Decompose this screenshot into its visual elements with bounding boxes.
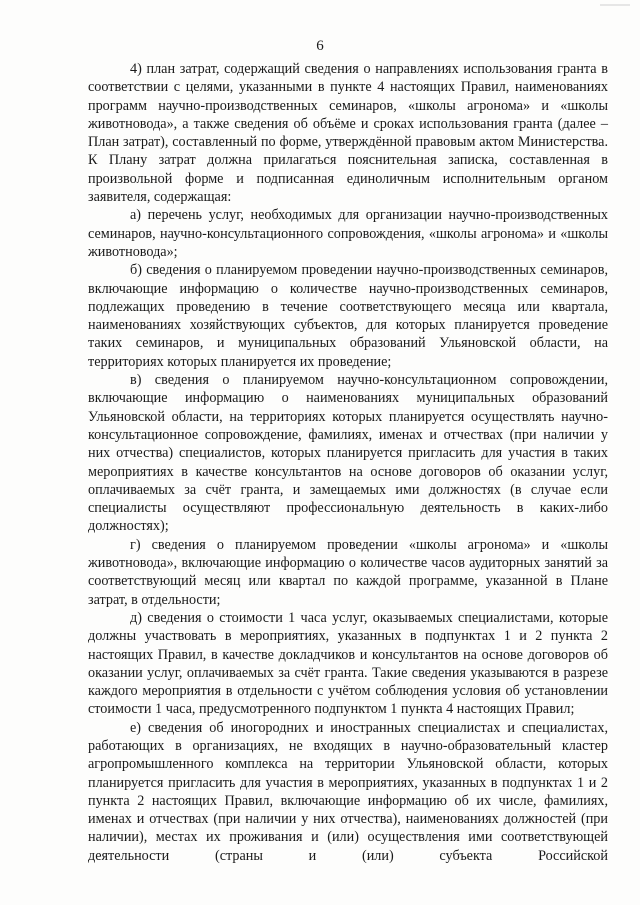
paragraph-item-v: в) сведения о планируемом научно-консультационном сопровождении, включающие информацию о наименованиях муниципальных образований Ульяновской области, на территориях которых планируется осуществлять научно-консультационное сопровождение, фамилиях, именах и отчествах (при наличии у них отчества) специалистов, которых планируется пригласить для участия в таких мероприятиях в качестве консультантов на основе договоров об оказании услуг, оплачиваемых за счёт гранта, и замещаемых ими должностях (в случае если специалисты осуществляют профессиональную деятельность в каких-либо должностях); [88, 372, 608, 535]
paragraph-item-d: д) сведения о стоимости 1 часа услуг, оказываемых специалистами, которые должны участвовать в мероприятиях, указанных в подпунктах 1 и 2 пункта 2 настоящих Правил, в качестве докладчиков и консультантов на основе договоров об оказании услуг, оплачиваемых за счёт гранта. Такие сведения указываются в разрезе каждого мероприятия в отдельности с учётом соблюдения условия об установлении стоимости 1 часа, предусмотренного подпунктом 1 пункта 4 настоящих Правил; [88, 609, 608, 718]
paragraph-item-e: е) сведения об иногородних и иностранных специалистах и специалистах, работающих в организациях, не входящих в научно-образовательный кластер агропромышленного комплекса на территории Ульяновской области, которых планируется пригласить для участия в мероприятиях, указанных в подпунктах 1 и 2 пункта 2 настоящих Правил, включающие информацию об их числе, фамилиях, именах и отчествах (при наличии у них отчества), наименованиях должностей (при наличии), местах их проживания и (или) осуществления ими соответствующей деятельности (страны и (или) субъекта Российской [88, 719, 608, 864]
page-number: 6 [316, 38, 324, 54]
paragraph-plan-zatrat: 4) план затрат, содержащий сведения о направлениях использования гранта в соответствии с целями, указанными в пункте 4 настоящих Правил, наименованиях программ научно-производственных семинаров, «школы агронома» и «школы животновода», а также сведения об объёме и сроках использования гранта (далее – План затрат), составленный по форме, утверждённой правовым актом Министерства. К Плану затрат должна прилагаться пояснительная записка, составленная в произвольной форме и подписанная единоличным исполнительным органом заявителя, содержащая: [88, 61, 608, 206]
scan-artifact [600, 4, 630, 6]
document-body [88, 60, 608, 865]
paragraph-item-g: г) сведения о планируемом проведении «школы агронома» и «школы животновода», включающие информацию о количестве часов аудиторных занятий за соответствующий месяц или квартал по каждой программе, указанной в Плане затрат, в отдельности; [88, 536, 608, 608]
paragraph-item-b: б) сведения о планируемом проведении научно-производственных семинаров, включающие информацию о количестве научно-производственных семинаров, подлежащих проведению в течение соответствующего месяца или квартала, наименованиях хозяйствующих субъектов, для которых планируется проведение таких семинаров, и муниципальных образований Ульяновской области, на территориях которых планируется их проведение; [88, 262, 608, 370]
paragraph-item-a: а) перечень услуг, необходимых для организации научно-производственных семинаров, научно-консультационного сопровождения, «школы агронома» и «школы животновода»; [88, 207, 608, 260]
